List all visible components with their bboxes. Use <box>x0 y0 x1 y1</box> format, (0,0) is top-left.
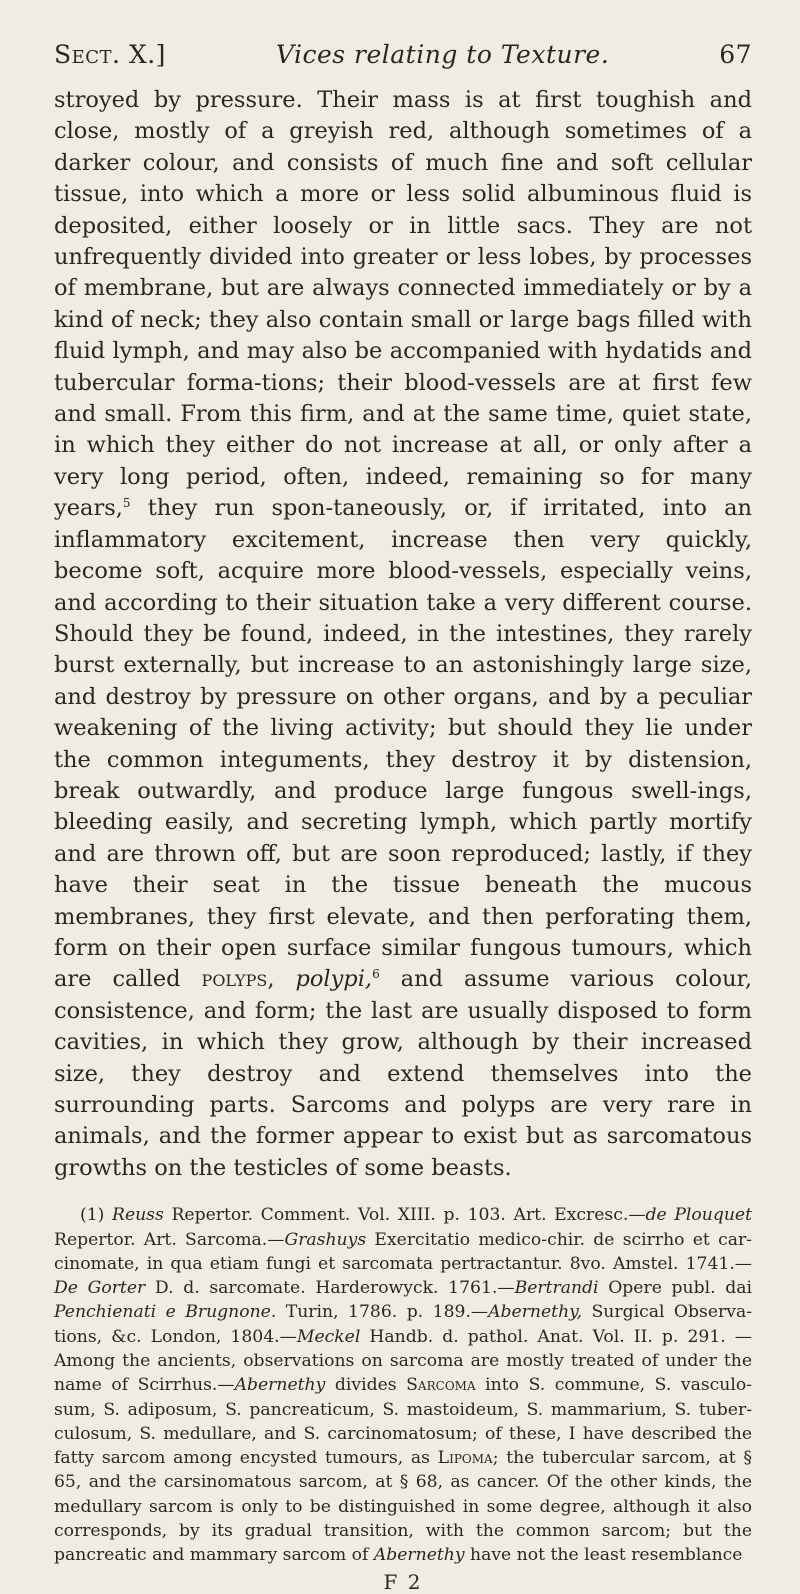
body-text-c: and assume various colour, consistence, and form; the last are usually disposed to form cavities, in which they grow, although by their increased size, they destroy and extend themselves into the surrounding parts. Sarcoms and polyps are very rare in animals, and the former appear to exist but as sarcomatous growths on the testicles of some beasts. <box>54 966 752 1181</box>
term-polypi: polypi, <box>295 966 373 993</box>
fn-term: Lipoma <box>437 1448 493 1469</box>
signature-mark: F 2 <box>383 1569 423 1594</box>
term-polyps: polyps, <box>201 966 275 993</box>
body-text-b: they run spon-taneously, or, if irritated, into an inflammatory excitement, increase then very quickly, become soft, acquire more blood-vessels, especially veins, and according to their situation take a very different course. Should they be found, indeed, in the intestines, they rarely burst externally, but increase to an astonishingly large size, and destroy by pressure on other organs, and by a peculiar weakening of the living activity; but should they lie under the common integuments, they destroy it by distension, break outwardly, and produce large fungous swell-ings, bleeding easily, and secreting lymph, which partly mortify and are thrown off, but are soon reproduced; lastly, if they have their seat in the tissue beneath the mucous membranes, they first elevate, and then perforating them, form on their open surface similar fungous tumours, which are called <box>54 495 752 993</box>
book-page <box>54 40 752 1594</box>
footnote-mark-5: 5 <box>122 496 131 511</box>
fn-author: Penchienati e Brugnone. <box>54 1302 277 1323</box>
footnotes <box>54 1203 752 1567</box>
fn-author: Abernethy, <box>488 1302 583 1323</box>
fn-author: De Gorter <box>54 1278 146 1299</box>
page-number: 67 <box>719 40 752 69</box>
fn-text: Repertor. Comment. Vol. XIII. p. 103. Art. Excresc.— <box>163 1205 646 1226</box>
running-header <box>54 40 752 69</box>
fn-text: Exercitatio medico-chir. de scirrho et car-cinomate, in qua etiam fungi et sarcomata pertractantur. 8vo. Amstel. 1741.— <box>54 1229 752 1274</box>
fn-author: Reuss <box>112 1205 164 1226</box>
fn-text: Handb. d. pathol. Anat. Vol. II. p. 291. —Among the ancients, observations on sarcoma are mostly treated of under the name of Scirrhus.— <box>54 1326 752 1396</box>
fn-author: Abernethy <box>234 1375 326 1396</box>
fn-term: Sarcoma <box>406 1375 476 1396</box>
section-label: Sect. X.] <box>54 40 166 69</box>
body-paragraph <box>54 85 752 1184</box>
fn-text: divides <box>325 1375 407 1396</box>
fn-author: Bertrandi <box>514 1278 599 1299</box>
footnote-1 <box>54 1203 752 1567</box>
fn-text: into S. commune, S. vasculo-sum, S. adiposum, S. pancreaticum, S. mastoideum, S. mammarium, S. tuber-culosum, S. medullare, and S. carcinomatosum; of these, I have described the fatty sarcom among encysted tumours, as <box>54 1375 752 1469</box>
body-text-a: stroyed by pressure. Their mass is at first toughish and close, mostly of a greyish red, although sometimes of a darker colour, and consists of much fine and soft cellular tissue, into which a more or less solid albuminous fluid is deposited, either loosely or in little sacs. They are not unfrequently divided into greater or less lobes, by processes of membrane, but are always connected immediately or by a kind of neck; they also contain small or large bags filled with fluid lymph, and may also be accompanied with hydatids and tubercular forma-tions; their blood-vessels are at first few and small. From this firm, and at the same time, quiet state, in which they either do not increase at all, or only after a very long period, often, indeed, remaining so for many years, <box>54 87 752 522</box>
running-title: Vices relating to Texture. <box>275 40 610 69</box>
fn-text: Repertor. Art. Sarcoma.— <box>54 1229 285 1250</box>
fn-author: Meckel <box>296 1326 361 1347</box>
fn-text: Surgical Observa-tions, &c. London, 1804.— <box>54 1302 752 1347</box>
fn-text: (1) <box>80 1205 112 1226</box>
fn-text: D. d. sarcomate. Harderowyck. 1761.— <box>145 1278 515 1299</box>
fn-author: de Plouquet <box>645 1205 752 1226</box>
footnote-mark-6: 6 <box>372 967 380 982</box>
fn-text: Opere publ. dai <box>598 1278 752 1299</box>
fn-text: Turin, 1786. p. 189.— <box>276 1302 489 1323</box>
fn-text: ; the tubercular sarcom, at § 65, and the carsinomatous sarcom, at § 68, as cancer. Of the other kinds, the medullary sarcom is only to be distinguished in some degree, although it also corresponds, by its gradual transition, with the common sarcom; but the pancreatic and mammary sarcom of <box>54 1448 752 1566</box>
fn-text: have not the least resemblance <box>464 1545 743 1566</box>
body-text <box>54 85 752 1184</box>
fn-author: Abernethy <box>373 1545 465 1566</box>
fn-author: Grashuys <box>284 1229 367 1250</box>
